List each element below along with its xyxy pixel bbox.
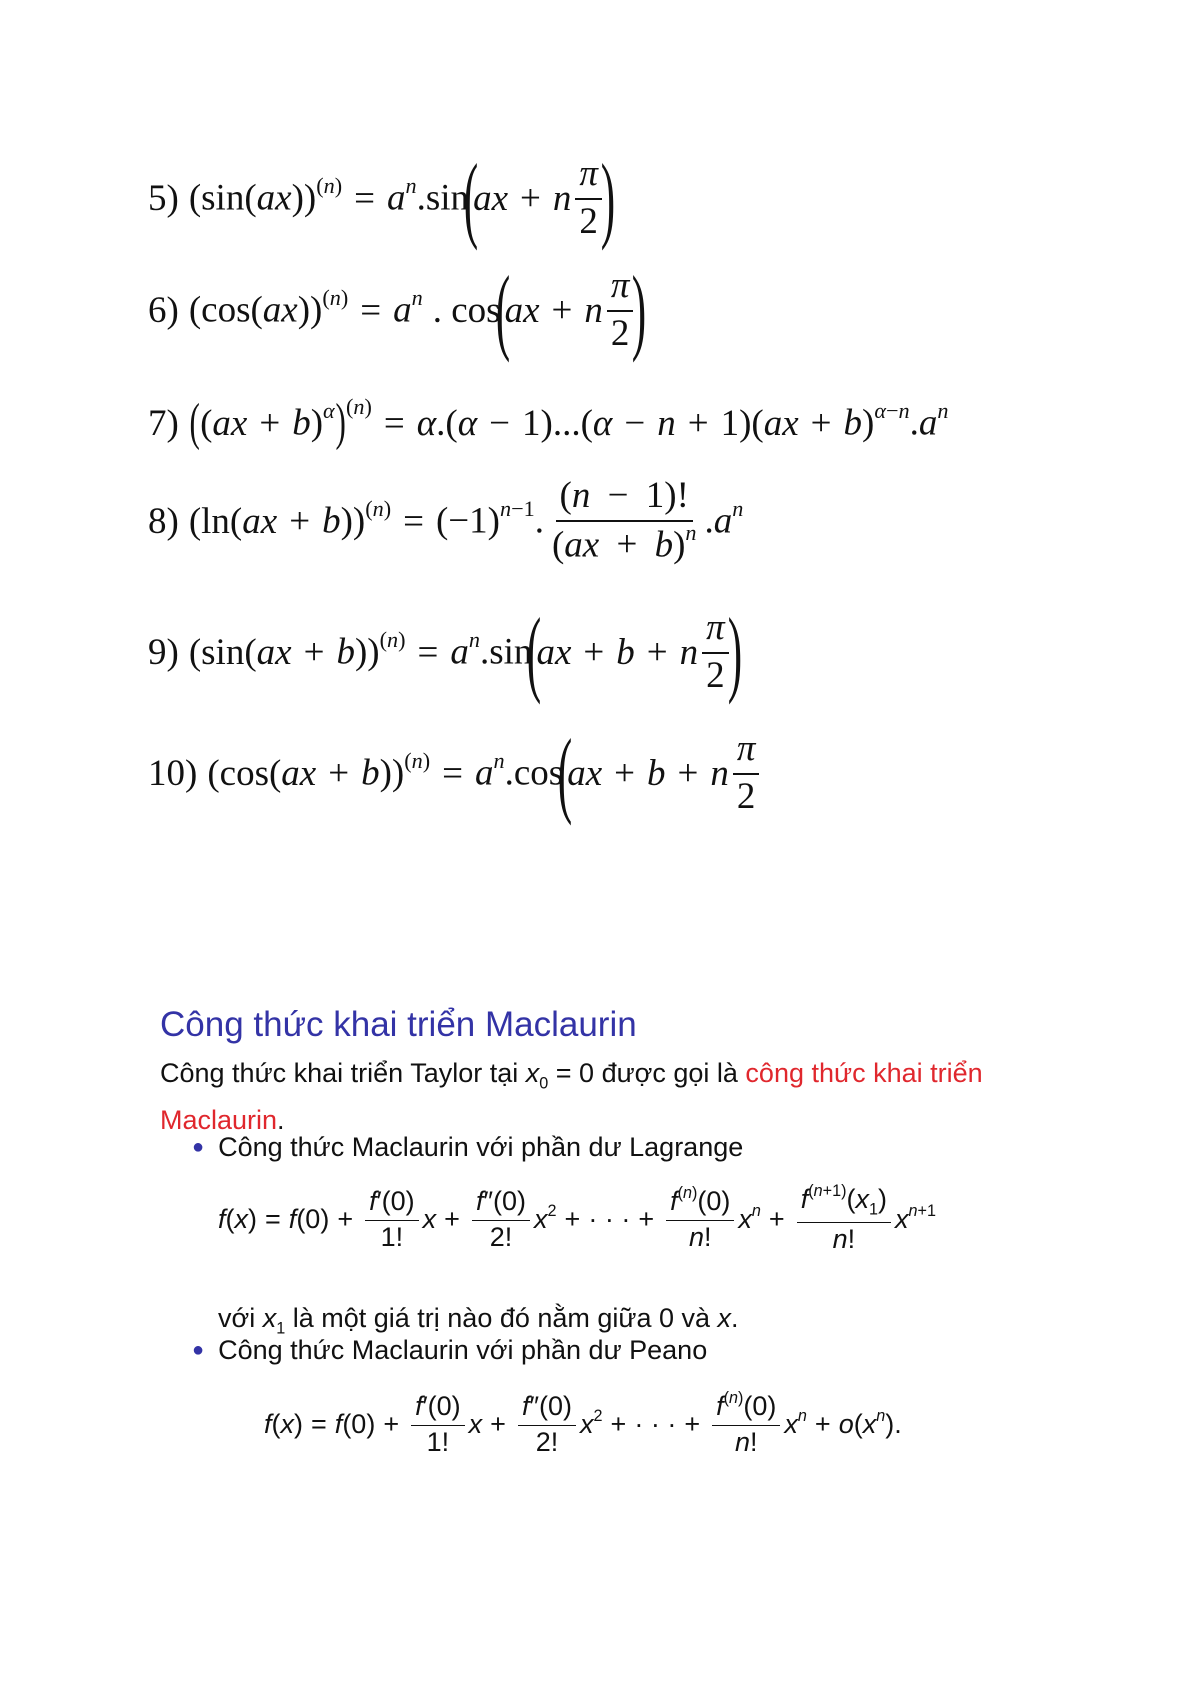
highlight-term: công thức khai triển Maclaurin (160, 1058, 983, 1136)
bullet-peano: ● Công thức Maclaurin với phần dư Peano (192, 1335, 708, 1365)
lagrange-formula: f(x) = f(0) + $\frac{f'(0)}{1!}$ x + $\frac{f''(0)}{2!}$ $x^2$ + · · · + $\frac{f^{(n)}(0)}{n!}$ $x^n$ + $\frac{f^{(n+1)}(x_1)}{n!}$ $x^{n+1}$ (218, 1181, 936, 1255)
bullet-lagrange: ● Công thức Maclaurin với phần dư Lagrange (192, 1132, 744, 1162)
formula-number: 9) (148, 631, 179, 673)
intro-paragraph: Công thức khai triển Taylor tại $x_0 = 0$ được gọi là công thức khai triển Maclaurin. (160, 1058, 983, 1136)
formula-7: 7) ( (ax + b)$^\alpha$ ) $^{(n )}$ = α.(α − 1)...(α − n + 1)(ax + $b)^{\alpha-n}.a^n$ (148, 394, 949, 452)
bullet-icon: ● (192, 1339, 205, 1361)
formula-number: 5) (148, 177, 179, 219)
formula-6: 6) $(\cos(ax))^{(n)}$ = $a^n$ . cos ( ax + n $\frac{\pi}{2}$ ) (148, 255, 647, 363)
formula-10: 10) (cos(ax + b))$^{(n)}$ = $a^n.\cos$ ( ax + b + n $\frac{\pi}{2}$ (148, 718, 763, 828)
formula-number: 8) (148, 500, 179, 542)
formula-number: 6) (148, 289, 179, 331)
formula-9: 9) (sin(ax + b))$^{(n)}$ = $a^n.\sin$ ( ax + b + n $\frac{\pi}{2}$ ) (148, 597, 742, 705)
formula-5: 5) $(\sin(ax))^{(n)}$ = $a^n.\sin$ ( ax + n $\frac{\pi}{2}$ ) (148, 143, 616, 251)
peano-formula: f(x) = f(0) + $\frac{f'(0)}{1!}$ x + $\frac{f''(0)}{2!}$ $x^2$ + · · · + $\frac{f^{(n)}(0)}{n!}$ $x^n$ + $o(x^n)$. (264, 1388, 902, 1457)
formula-8: 8) (ln(ax + b))$^{(n)}$ = $(-1)^{n-1}$. $\frac{(n - 1)!}{(ax + b)^n}$ $.a^n$ (148, 475, 744, 566)
formula-number: 10) (148, 752, 198, 794)
bullet-icon: ● (192, 1136, 205, 1158)
lagrange-note: với $x_1$ là một giá trị nào đó nằm giữa 0 và x. (218, 1303, 739, 1338)
section-title: Công thức khai triển Maclaurin (160, 1005, 637, 1044)
formula-number: 7) (148, 402, 179, 444)
